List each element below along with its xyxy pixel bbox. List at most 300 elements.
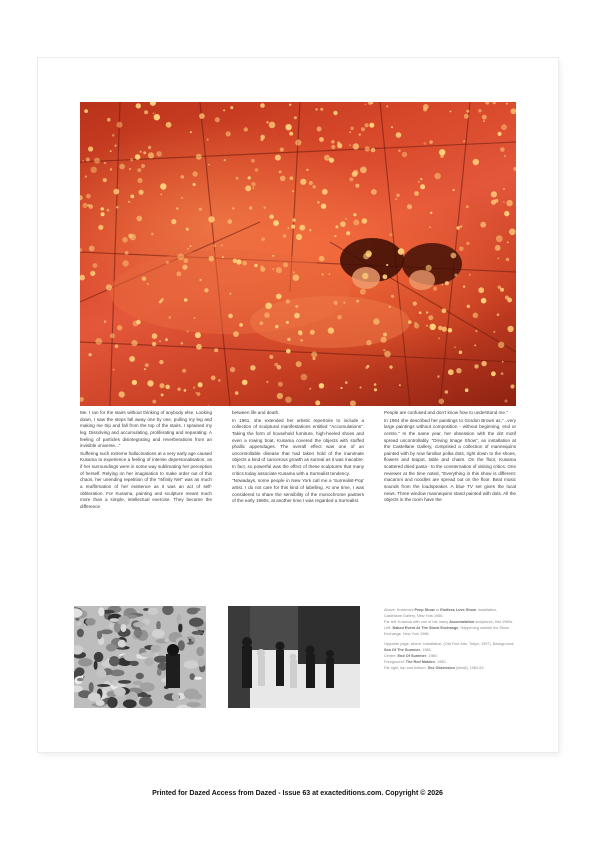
polka-dot-light	[119, 164, 125, 170]
caption-text: Far right, top and bottom:	[384, 665, 428, 670]
polka-dot-light	[301, 374, 308, 381]
polka-dot-light	[301, 339, 303, 341]
sculpture-form	[124, 652, 137, 661]
polka-dot-light	[143, 151, 146, 154]
polka-dot-light	[497, 258, 499, 260]
sculpture-form	[94, 652, 104, 662]
polka-dot-light	[473, 159, 479, 165]
polka-dot-light	[350, 127, 354, 131]
polka-dot-light	[398, 150, 400, 152]
polka-dot-light	[251, 182, 256, 187]
polka-dot-light	[300, 179, 306, 185]
polka-dot-light	[193, 386, 195, 388]
polka-dot-light	[291, 225, 295, 229]
polka-dot-light	[383, 274, 388, 279]
polka-dot-light	[419, 311, 422, 314]
polka-dot-light	[110, 150, 112, 152]
polka-dot-light	[391, 295, 394, 298]
polka-dot-light	[117, 122, 123, 128]
sculpture-form	[186, 702, 200, 707]
polka-dot-light	[224, 159, 226, 161]
sculpture-form	[196, 647, 204, 656]
polka-dot-light	[86, 157, 90, 161]
polka-dot-light	[104, 321, 106, 323]
polka-dot-light	[186, 228, 189, 231]
caption-work-title: The Red Maiden	[405, 660, 435, 664]
polka-dot-light	[296, 361, 302, 367]
paragraph: People are confused and don't know how to understand me."	[384, 410, 508, 415]
polka-dot-light	[194, 317, 196, 319]
polka-dot-light	[213, 244, 216, 247]
polka-dot-light	[481, 298, 487, 304]
polka-dot-light	[199, 279, 201, 281]
article-column-3	[384, 410, 516, 596]
sculpture-form	[98, 607, 104, 616]
polka-dot-light	[91, 167, 97, 173]
polka-dot-light	[474, 344, 476, 346]
polka-dot-light	[299, 332, 302, 335]
sculpture-form	[144, 658, 154, 667]
polka-dot-light	[510, 384, 514, 388]
polka-dot-light	[283, 234, 287, 238]
polka-dot-light	[113, 189, 119, 195]
polka-dot-light	[159, 360, 163, 364]
polka-dot-light	[389, 306, 391, 308]
polka-dot-light	[88, 146, 93, 151]
polka-dot-light	[336, 225, 339, 228]
sculpture-form	[157, 668, 162, 675]
polka-dot-light	[299, 225, 305, 231]
caption-work-title: Endless Love Show	[440, 608, 476, 612]
polka-dot-light	[197, 392, 201, 396]
polka-dot-light	[345, 218, 347, 220]
polka-dot-light	[129, 356, 135, 362]
polka-dot-light	[160, 194, 162, 196]
sculpture-form	[140, 652, 155, 657]
polka-dot-light	[289, 132, 293, 136]
polka-dot-light	[331, 145, 335, 149]
polka-dot-light	[115, 345, 118, 348]
paragraph: In 1961, she extended her artistic repertoire to include a collection of sculptural manifestations entitled "Accumulations". Taking the form of household furniture, high-heeled shoes and even a rowing boat, Kusama covered the objects with stuffed phallic appendages. The overall effect was one of an uncontrollable disease that had taken hold of the inanimate objects a kind of cancerous growth as surreal as it was macabre. In fact, so powerful was the effect of these sculptures that many critics today associate Kusama with a Surrealist tendency.	[232, 417, 364, 476]
polka-dot-light	[500, 147, 505, 152]
polka-dot-light	[333, 111, 337, 115]
polka-dot-light	[507, 326, 513, 332]
polka-dot-light	[413, 302, 417, 306]
polka-dot-light	[184, 298, 188, 302]
polka-dot-light	[480, 222, 486, 228]
polka-dot-light	[292, 190, 294, 192]
polka-dot-light	[266, 381, 268, 383]
polka-dot-light	[353, 143, 359, 149]
polka-dot-light	[198, 382, 203, 387]
polka-dot-light	[114, 145, 116, 147]
polka-dot-light	[101, 207, 104, 210]
polka-dot-light	[110, 333, 115, 338]
polka-dot-light	[196, 154, 202, 160]
polka-dot-light	[493, 331, 495, 333]
sculpture-form	[148, 608, 159, 615]
polka-dot-light	[187, 330, 189, 332]
polka-dot-light	[181, 342, 183, 344]
caption-line	[384, 608, 516, 620]
polka-dot-light	[214, 348, 218, 352]
polka-dot-light	[320, 108, 323, 111]
polka-dot-light	[503, 188, 505, 190]
polka-dot-light	[367, 253, 372, 258]
polka-dot-light	[383, 349, 385, 351]
polka-dot-light	[395, 198, 397, 200]
polka-dot-light	[331, 140, 335, 144]
polka-dot-light	[296, 234, 302, 240]
caption-text: , 1980.	[426, 654, 438, 659]
polka-dot-light	[208, 216, 214, 222]
polka-dot-light	[434, 173, 440, 179]
sculpture-form	[77, 629, 84, 638]
polka-dot-light	[454, 274, 457, 277]
polka-dot-light	[165, 338, 168, 341]
polka-dot-light	[428, 315, 433, 320]
polka-dot-light	[448, 369, 454, 375]
polka-dot-light	[407, 204, 412, 209]
polka-dot-light	[365, 366, 368, 369]
polka-dot-light	[309, 229, 311, 231]
polka-dot-light	[466, 110, 469, 113]
sculpture-form	[180, 671, 186, 677]
polka-dot-light	[482, 115, 487, 120]
polka-dot-light	[142, 277, 146, 281]
sculpture-form	[109, 618, 119, 622]
polka-dot-light	[139, 190, 144, 195]
polka-dot-light	[317, 127, 322, 132]
polka-dot-light	[87, 204, 89, 206]
polka-dot-light	[396, 194, 399, 197]
polka-dot-light	[439, 149, 445, 155]
photo-captions	[384, 608, 516, 672]
polka-dot-light	[182, 265, 187, 270]
polka-dot-light	[82, 160, 84, 162]
polka-dot-light	[93, 263, 98, 268]
polka-dot-light	[152, 400, 156, 404]
polka-dot-light	[151, 233, 154, 236]
polka-dot-light	[369, 123, 374, 128]
polka-dot-light	[293, 274, 300, 281]
polka-dot-light	[228, 219, 233, 224]
paragraph: "Nowadays, some people in New York call me a 'Surrealist-Pop' artist. I do not care for this kind of labelling. At one time, I was considered to share the sensibility of the monochrome painters of the early 1960s, at another time I was regarded a Surrealist.	[232, 478, 364, 504]
polka-dot-light	[288, 227, 290, 229]
polka-dot-light	[85, 176, 87, 178]
photo-artwork	[74, 606, 206, 708]
polka-dot-light	[286, 321, 289, 324]
polka-dot-light	[475, 330, 477, 332]
polka-dot-light	[362, 273, 368, 279]
caption-work-title: Naked Event At The Stock Exchange	[392, 625, 459, 630]
polka-dot-light	[295, 305, 298, 308]
polka-dot-light	[107, 209, 110, 212]
polka-dot-light	[272, 255, 274, 257]
polka-dot-light	[505, 400, 508, 403]
polka-dot-light	[349, 177, 353, 181]
polka-dot-light	[136, 103, 141, 108]
sculpture-form	[136, 673, 144, 679]
polka-dot-light	[264, 207, 266, 209]
polka-dot-light	[391, 126, 393, 128]
polka-dot-light	[311, 352, 317, 358]
polka-dot-light	[441, 284, 443, 286]
sculpture-form	[172, 693, 180, 701]
polka-dot-light	[398, 248, 405, 255]
polka-dot-light	[272, 268, 274, 270]
polka-dot-light	[221, 244, 223, 246]
polka-dot-light	[322, 189, 328, 195]
polka-dot-light	[103, 178, 107, 182]
polka-dot-light	[113, 369, 115, 371]
paragraph: In 1964 she described her paintings to Gordon Brown as,"...very large paintings without composition - without beginning, end or centre." In the same year, her obsession with the dot motif spread uncontrollably. "Driving Image Show", an installation at the Castellane Gallery, comprised a collection of mannequins painted with by now familiar polka dots, right down to the shoes, flowers and teapot, table and chairs. On the floor, Kusama scattered dried pasta - to the consternation of visiting critics. One reviewer at the time noted, "Everything in this show is different: macaroni and noodles are spread out on the floor. Beat music sounds from the loudspeaker. A blue TV set gives the local news. Three window mannequins stand painted with dots. All the objects in the room have the	[384, 417, 516, 503]
polka-dot-light	[244, 127, 248, 131]
sculpture-form	[123, 699, 137, 708]
polka-dot-light	[86, 194, 91, 199]
polka-dot-light	[131, 340, 137, 346]
polka-dot-light	[346, 231, 350, 235]
polka-dot-light	[250, 365, 255, 370]
polka-dot-light	[345, 381, 348, 384]
polka-dot-light	[433, 287, 437, 291]
polka-dot-light	[196, 344, 202, 350]
polka-dot-light	[451, 253, 457, 259]
polka-dot-light	[193, 183, 196, 186]
caption-text: Foreground:	[384, 660, 406, 664]
photo-artwork	[228, 606, 360, 708]
polka-dot-light	[275, 325, 278, 328]
polka-dot-light	[360, 167, 367, 174]
polka-dot-light	[498, 132, 502, 136]
caption-text: , 1985.	[420, 648, 432, 653]
polka-dot-light	[98, 225, 103, 230]
polka-dot-light	[334, 235, 336, 237]
polka-dot-light	[286, 299, 290, 303]
paragraph: between life and death.	[232, 410, 280, 415]
polka-dot-light	[504, 211, 509, 216]
polka-dot-light	[294, 313, 300, 319]
polka-dot-light	[229, 293, 231, 295]
polka-dot-light	[366, 340, 372, 346]
polka-dot-light	[445, 281, 449, 285]
polka-dot-light	[261, 138, 264, 141]
article-column-1	[80, 410, 212, 596]
polka-dot-light	[383, 333, 387, 337]
polka-dot-light	[95, 338, 102, 345]
polka-dot-light	[128, 201, 130, 203]
sculpture-form	[130, 661, 139, 666]
paragraph: Me. I ran for the stairs without thinking of anybody else. Looking down, I saw the steps fall away one by one, pulling my leg and making me trip and fall from the top of the stairs. I sprained my leg. Dissolving and accumulating, proliferating and separating. A feeling of particles disintegrating and reverberations from an invisible universe..."	[80, 410, 212, 449]
polka-dot-light	[491, 371, 496, 376]
polka-dot-light	[464, 114, 469, 119]
polka-dot-light	[423, 104, 429, 110]
polka-dot-light	[176, 207, 179, 210]
polka-dot-light	[181, 197, 183, 199]
polka-dot-light	[168, 316, 171, 319]
polka-dot-light	[478, 287, 484, 293]
polka-dot-light	[264, 312, 270, 318]
polka-dot-light	[137, 178, 142, 183]
polka-dot-light	[147, 380, 153, 386]
polka-dot-light	[106, 284, 112, 290]
polka-dot-light	[199, 113, 205, 119]
polka-dot-light	[334, 301, 338, 305]
polka-dot-light	[277, 393, 283, 399]
polka-dot-light	[319, 137, 324, 142]
polka-dot-light	[276, 267, 282, 273]
polka-dot-light	[373, 318, 379, 324]
polka-dot-light	[136, 320, 141, 325]
polka-dot-light	[319, 383, 324, 388]
polka-dot-light	[365, 104, 367, 106]
polka-dot-light	[181, 175, 185, 179]
polka-dot-light	[129, 168, 131, 170]
polka-dot-light	[90, 271, 95, 276]
polka-dot-light	[498, 342, 504, 348]
polka-dot-light	[493, 102, 496, 104]
polka-dot-light	[112, 134, 115, 137]
polka-dot-light	[80, 275, 85, 281]
polka-dot-light	[315, 400, 320, 405]
polka-dot-light	[245, 185, 251, 191]
polka-dot-light	[505, 296, 509, 300]
polka-dot-light	[89, 353, 92, 356]
sculpture-form	[187, 608, 198, 615]
polka-dot-light	[483, 120, 485, 122]
polka-dot-light	[329, 273, 331, 275]
polka-dot-light	[420, 184, 425, 189]
sculpture-form	[133, 622, 145, 627]
polka-dot-light	[350, 400, 356, 406]
polka-dot-light	[456, 226, 460, 230]
polka-dot-light	[260, 321, 264, 325]
polka-dot-light	[368, 102, 372, 105]
polka-dot-light	[456, 368, 461, 373]
caption-text: , 1980.	[434, 660, 447, 664]
polka-dot-light	[152, 342, 157, 347]
polka-dot-light	[122, 237, 128, 243]
polka-dot-light	[171, 219, 176, 224]
polka-dot-light	[136, 216, 142, 222]
polka-dot-light	[222, 256, 224, 258]
polka-dot-light	[466, 242, 469, 245]
polka-dot-light	[165, 385, 170, 390]
caption-block-1	[384, 608, 516, 637]
polka-dot-light	[218, 379, 221, 382]
sculpture-form	[146, 695, 152, 698]
polka-dot-light	[374, 388, 377, 391]
polka-dot-light	[226, 131, 231, 136]
polka-dot-light	[408, 320, 412, 324]
sculpture-form	[190, 673, 195, 680]
polka-dot-light	[295, 140, 301, 146]
polka-dot-light	[177, 388, 180, 391]
sculpture-form	[121, 624, 127, 632]
polka-dot-light	[353, 220, 359, 226]
polka-dot-light	[148, 146, 151, 149]
polka-dot-light	[495, 245, 501, 251]
sculpture-form	[85, 618, 95, 626]
polka-dot-light	[160, 299, 163, 302]
sculpture-form	[194, 677, 202, 680]
polka-dot-light	[255, 168, 259, 172]
sculpture-form	[109, 656, 120, 666]
polka-dot-light	[337, 142, 340, 145]
polka-dot-light	[159, 340, 161, 342]
polka-dot-light	[137, 168, 141, 172]
caption-text: Left:	[384, 625, 393, 630]
caption-text: sculptures, first 1960s.	[474, 619, 514, 624]
polka-dot-light	[362, 218, 368, 224]
polka-dot-light	[445, 390, 449, 394]
polka-dot-light	[337, 315, 342, 320]
polka-dot-light	[135, 154, 141, 160]
polka-dot-light	[132, 380, 137, 385]
polka-dot-light	[150, 102, 156, 106]
polka-dot-light	[365, 146, 370, 151]
polka-dot-light	[285, 397, 291, 403]
hero-photo-artwork	[80, 102, 516, 406]
polka-dot-light	[273, 220, 279, 226]
caption-line	[384, 666, 516, 672]
sculpture-form	[109, 622, 113, 628]
polka-dot-light	[501, 372, 504, 375]
photo-naked-event	[228, 606, 360, 708]
polka-dot-light	[329, 158, 334, 163]
polka-dot-light	[463, 140, 465, 142]
polka-dot-light	[450, 111, 452, 113]
polka-dot-light	[442, 327, 447, 332]
caption-work-title: Peep Show	[414, 608, 435, 612]
polka-dot-light	[429, 140, 432, 143]
caption-work-title: Sex Obsession	[427, 665, 455, 670]
polka-dot-light	[280, 176, 286, 182]
polka-dot-light	[485, 102, 489, 105]
polka-dot-light	[506, 200, 512, 206]
polka-dot-light	[236, 259, 241, 264]
polka-dot-light	[253, 188, 255, 190]
polka-dot-light	[513, 167, 516, 171]
polka-dot-light	[467, 305, 470, 308]
polka-dot-light	[233, 331, 239, 337]
polka-dot-light	[269, 355, 273, 359]
polka-dot-light	[500, 288, 504, 292]
sculpture-form	[156, 621, 161, 630]
polka-dot-light	[317, 201, 319, 203]
polka-dot-light	[117, 325, 122, 330]
polka-dot-light	[182, 369, 186, 373]
polka-dot-light	[511, 108, 517, 114]
polka-dot-light	[116, 206, 118, 208]
polka-dot-light	[209, 256, 214, 261]
polka-dot-light	[283, 262, 288, 267]
polka-dot-light	[190, 131, 192, 133]
polka-dot-light	[502, 361, 504, 363]
polka-dot-light	[144, 110, 148, 114]
caption-text: or	[434, 608, 441, 612]
polka-dot-light	[442, 308, 447, 313]
polka-dot-light	[261, 237, 265, 241]
polka-dot-light	[275, 155, 281, 161]
polka-dot-light	[148, 152, 154, 158]
article-body	[80, 410, 516, 596]
polka-dot-light	[469, 274, 471, 276]
polka-dot-light	[506, 258, 510, 262]
polka-dot-light	[399, 384, 401, 386]
polka-dot-light	[426, 311, 428, 313]
sculpture-form	[80, 623, 86, 628]
